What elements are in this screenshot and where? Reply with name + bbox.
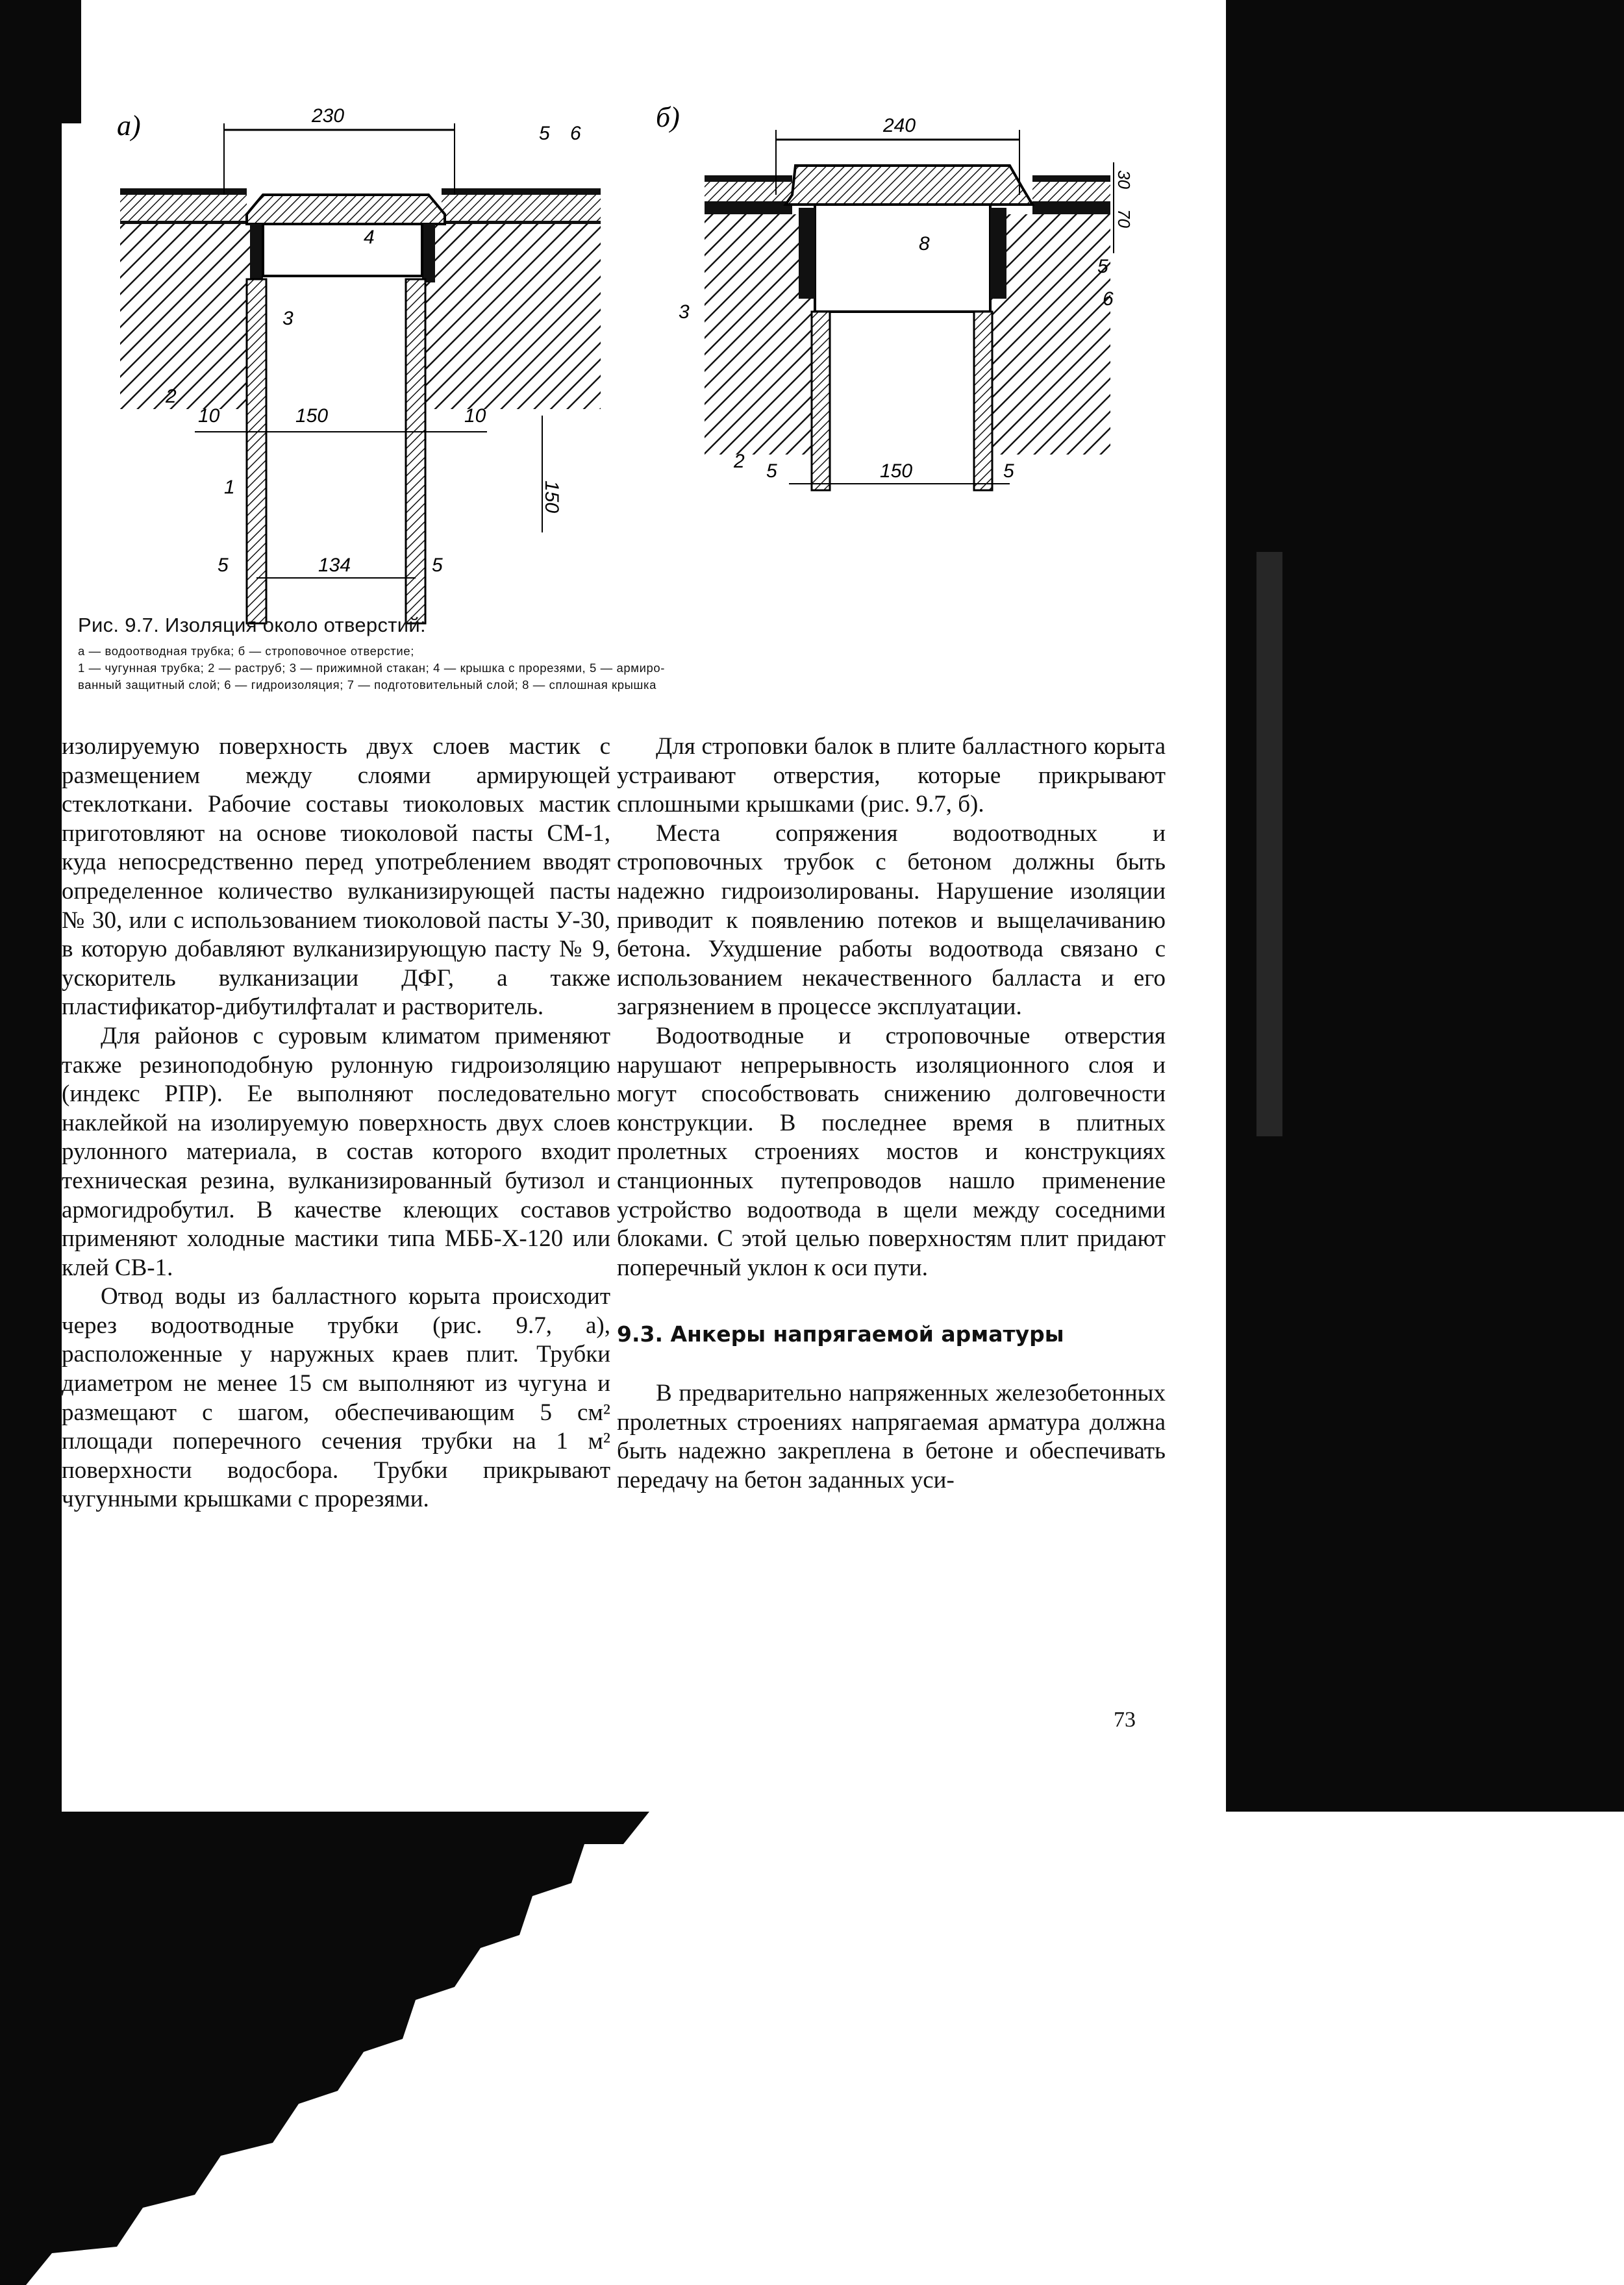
- left-paragraph-3: Отвод воды из балластного корыта происходит через водоотводные трубки (рис. 9.7, а), расположенные у наружных краев плит. Трубки диаметром не менее 15 см выполняют из чугуна и размещают с шагом, обеспечивающим 5 см² площади поперечного сечения трубки на 1 м² поверхности водосбора. Трубки прикрывают чугунными крышками с прорезями.: [62, 1283, 610, 1513]
- dim-b-70: 70: [1114, 209, 1134, 228]
- figure-label-b: б): [656, 101, 680, 133]
- dim-b-240: 240: [883, 115, 916, 136]
- right-paragraph-1: Для строповки балок в плите балластного корыта устраивают отверстия, которые прикрывают сплошными крышками (рис. 9.7, б).: [617, 733, 1166, 818]
- figure-label-a: а): [117, 110, 141, 142]
- right-paragraph-4: В предварительно напряженных железобетонных пролетных строениях напрягаемая арматура должна быть надежно закреплена в бетоне и обеспечивать передачу на бетон заданных уси-: [617, 1380, 1166, 1494]
- callout-a-2: 2: [166, 386, 177, 407]
- dim-a-10-right: 10: [464, 405, 486, 427]
- callout-b-6: 6: [1103, 288, 1114, 310]
- caption-line-2: 1 — чугунная трубка; 2 — раструб; 3 — прижимной стакан; 4 — крышка с прорезями, 5 — армиро-: [78, 661, 666, 675]
- dim-a-134: 134: [318, 555, 351, 576]
- callout-b-2: 2: [734, 451, 745, 472]
- caption-line-1: а — водоотводная трубка; б — строповочное отверстие;: [78, 644, 414, 658]
- dim-a-5-left: 5: [218, 555, 229, 576]
- callout-b-8: 8: [919, 233, 930, 255]
- caption-title: Рис. 9.7. Изоляция около отверстий:: [78, 614, 426, 636]
- page-number: 73: [1114, 1708, 1136, 1732]
- dim-b-5-right: 5: [1003, 460, 1014, 482]
- left-paragraph-1: изолируемую поверхность двух слоев мастик с размещением между слоями армирующей стеклоткани. Рабочие составы тиоколовых мастик приготовляют на основе тиоколовой пасты СМ-1, куда непосредственно перед употреблением вводят определенное количество вулканизирующей пасты № 30, или с использованием тиоколовой пасты У-30, в которую добавляют вулканизирующую пасту № 9, ускоритель вулканизации ДФГ, а также пластификатор-дибутилфталат и растворитель.: [62, 733, 610, 1021]
- dim-a-150-vertical: 150: [541, 481, 562, 514]
- right-paragraph-3: Водоотводные и строповочные отверстия нарушают непрерывность изоляционного слоя и могут способствовать снижению долговечности конструкции. В последнее время в плитных пролетных строениях мостов и конструкциях станционных путепроводов нашло применение устройство водоотвода в щели между соседними блоками. С этой целью поверхностям плит придают поперечный уклон к оси пути.: [617, 1022, 1166, 1281]
- callout-a-5: 5: [539, 123, 550, 144]
- dim-a-10-left: 10: [198, 405, 220, 427]
- figure-caption: [78, 614, 1091, 694]
- caption-line-3: ванный защитный слой; 6 — гидроизоляция; 7 — подготовительный слой; 8 — сплошная крышка: [78, 678, 656, 692]
- dim-b-150: 150: [880, 460, 913, 482]
- callout-a-1: 1: [224, 477, 235, 498]
- callout-a-3: 3: [282, 308, 294, 329]
- dim-b-30: 30: [1114, 170, 1134, 189]
- right-column: [617, 732, 1166, 1495]
- figure-panel-a: [120, 123, 601, 623]
- left-paragraph-2: Для районов с суровым климатом применяют также резиноподобную рулонную гидроизоляцию (индекс РПР). Ее выполняют последовательно наклейкой на изолируемую поверхность двух слоев рулонного материала, в состав которого входит техническая резина, вулканизированный бутизол и армогидробутил. В качестве клеющих составов применяют холодные мастики типа МББ-Х-120 или клей СВ-1.: [62, 1022, 610, 1281]
- callout-a-4: 4: [364, 227, 375, 248]
- left-column: [62, 732, 610, 1514]
- dim-a-230: 230: [312, 105, 345, 127]
- figure-panel-b: [705, 130, 1114, 490]
- callout-b-5: 5: [1097, 256, 1108, 277]
- dim-a-5-right: 5: [432, 555, 443, 576]
- section-heading: 9.3. Анкеры напрягаемой арматуры: [617, 1321, 1064, 1347]
- callout-b-3: 3: [679, 301, 690, 323]
- dim-b-5-left: 5: [766, 460, 777, 482]
- right-paragraph-2: Места сопряжения водоотводных и строповочных трубок с бетоном должны быть надежно гидроизолированы. Нарушение изоляции приводит к появлению потеков и выщелачиванию бетона. Ухудшение работы водоотвода связано с использованием некачественного балласта и его загрязнением в процессе эксплуатации.: [617, 819, 1166, 1021]
- callout-a-6: 6: [570, 123, 581, 144]
- dim-a-150: 150: [295, 405, 329, 427]
